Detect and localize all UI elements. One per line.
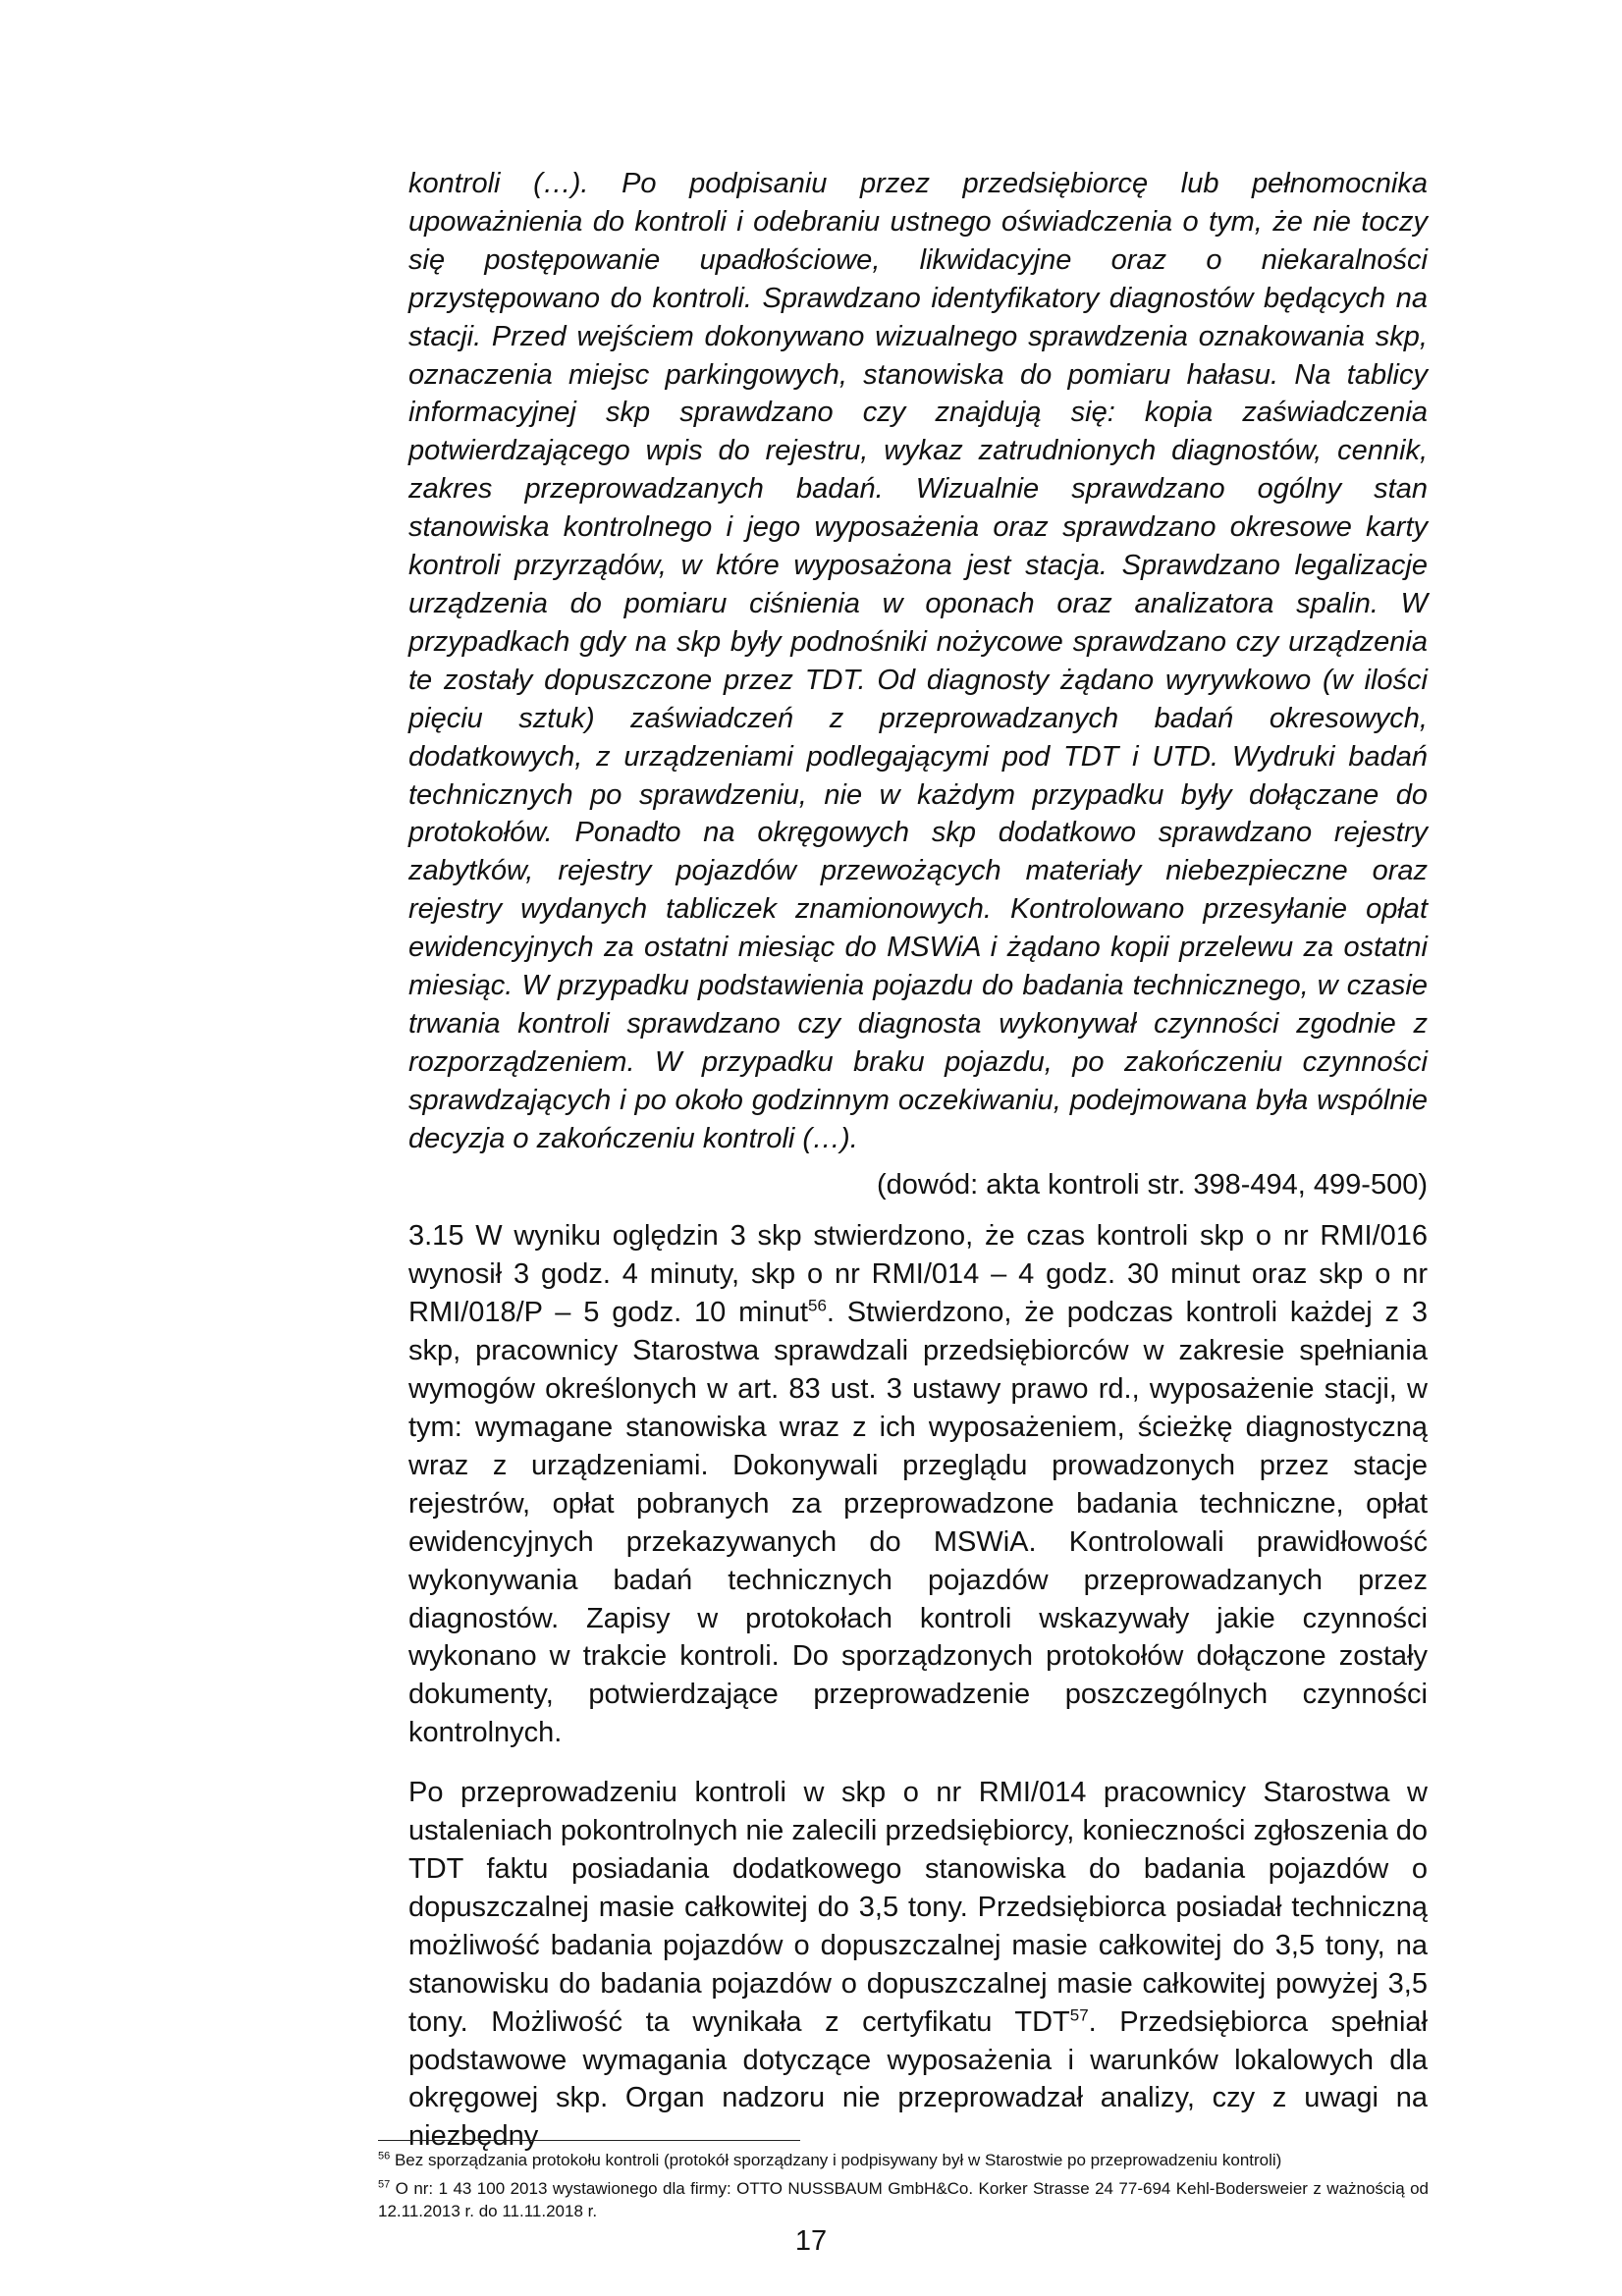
footnote-56-text: Bez sporządzania protokołu kontroli (protokół sporządzany i podpisywany był w Starostwie po przeprowadzeniu kontroli)	[390, 2151, 1282, 2169]
footnote-56	[378, 2149, 1429, 2171]
footnote-ref-57: 57	[1069, 2004, 1089, 2024]
quoted-paragraph: kontroli (…). Po podpisaniu przez przedsiębiorcę lub pełnomocnika upoważnienia do kontroli i odebraniu ustnego oświadczenia o tym, że nie toczy się postępowanie upadłościowe, likwidacyjne oraz o niekaralności przystępowano do kontroli. Sprawdzano identyfikatory diagnostów będących na stacji. Przed wejściem dokonywano wizualnego sprawdzenia oznakowania skp, oznaczenia miejsc parkingowych, stanowiska do pomiaru hałasu. Na tablicy informacyjnej skp sprawdzano czy znajdują się: kopia zaświadczenia potwierdzającego wpis do rejestru, wykaz zatrudnionych diagnostów, cennik, zakres przeprowadzanych badań. Wizualnie sprawdzano ogólny stan stanowiska kontrolnego i jego wyposażenia oraz sprawdzano okresowe karty kontroli przyrządów, w które wyposażona jest stacja. Sprawdzano legalizacje urządzenia do pomiaru ciśnienia w oponach oraz analizatora spalin. W przypadkach gdy na skp były podnośniki nożycowe sprawdzano czy urządzenia te zostały dopuszczone przez TDT. Od diagnosty żądano wyrywkowo (w ilości pięciu sztuk) zaświadczeń z przeprowadzanych badań okresowych, dodatkowych, z urządzeniami podlegającymi pod TDT i UTD. Wydruki badań technicznych po sprawdzeniu, nie w każdym przypadku były dołączane do protokołów. Ponadto na okręgowych skp dodatkowo sprawdzano rejestry zabytków, rejestry pojazdów przewożących materiały niebezpieczne oraz rejestry wydanych tabliczek znamionowych. Kontrolowano przesyłanie opłat ewidencyjnych za ostatni miesiąc do MSWiA i żądano kopii przelewu za ostatni miesiąc. W przypadku podstawienia pojazdu do badania technicznego, w czasie trwania kontroli sprawdzano czy diagnosta wykonywał czynności zgodnie z rozporządzeniem. W przypadku braku pojazdu, po zakończeniu czynności sprawdzających i po około godzinnym oczekiwaniu, podejmowana była wspólnie decyzja o zakończeniu kontroli (…).	[408, 168, 1428, 1154]
footnotes	[378, 2149, 1429, 2228]
paragraph-rmi014-text-start: Po przeprowadzeniu kontroli w skp o nr RMI/014 pracownicy Starostwa w ustaleniach pokontrolnych nie zalecili przedsiębiorcy, konieczności zgłoszenia do TDT faktu posiadania dodatkowego stanowiska do badania pojazdów o dopuszczalnej masie całkowitej do 3,5 tony. Przedsiębiorca posiadał techniczną możliwość badania pojazdów o dopuszczalnej masie całkowitej do 3,5 tony, na stanowisku do badania pojazdów o dopuszczalnej masie całkowitej powyżej 3,5 tony. Możliwość ta wynikała z certyfikatu TDT	[408, 1777, 1428, 2038]
paragraph-rmi014-text-end: . Przedsiębiorca spełniał podstawowe wymagania dotyczące wyposażenia i warunków lokalowych dla okręgowej skp. Organ nadzoru nie przeprowadzał analizy, czy z uwagi na niezbędny	[408, 2005, 1428, 2153]
footnote-57-mark: 57	[378, 2178, 391, 2191]
evidence-reference: (dowód: akta kontroli str. 398-494, 499-500)	[877, 1168, 1428, 1201]
footnote-56-mark: 56	[378, 2150, 391, 2163]
footnote-57	[378, 2177, 1429, 2222]
paragraph-rmi014	[408, 1774, 1428, 2156]
footnote-separator	[378, 2140, 800, 2141]
page-body	[408, 165, 1428, 2156]
paragraph-3-15	[408, 1217, 1428, 1752]
paragraph-3-15-text-start: 3.15 W wyniku oględzin 3 skp stwierdzono, że czas kontroli skp o nr RMI/016 wynosił 3 godz. 4 minuty, skp o nr RMI/014 – 4 godz. 30 minut oraz skp o nr RMI/018/P – 5 godz. 10 minut	[408, 1220, 1428, 1329]
page-number: 17	[794, 2225, 828, 2257]
paragraph-3-15-text-end: . Stwierdzono, że podczas kontroli każdej z 3 skp, pracownicy Starostwa sprawdzali przedsiębiorców w zakresie spełniania wymogów określonych w art. 83 ust. 3 ustawy prawo rd., wyposażenie stacji, w tym: wymagane stanowiska wraz z ich wyposażeniem, ścieżkę diagnostyczną wraz z urządzeniami. Dokonywali przeglądu prowadzonych przez stacje rejestrów, opłat pobranych za przeprowadzone badania techniczne, opłat ewidencyjnych przekazywanych do MSWiA. Kontrolowali prawidłowość wykonywania badań technicznych pojazdów przeprowadzanych przez diagnostów. Zapisy w protokołach kontroli wskazywały jakie czynności wykonano w trakcie kontroli. Do sporządzonych protokołów dołączone zostały dokumenty, potwierdzające przeprowadzenie poszczególnych czynności kontrolnych.	[408, 1297, 1429, 1749]
footnote-ref-56: 56	[808, 1296, 827, 1315]
footnote-57-text: O nr: 1 43 100 2013 wystawionego dla firmy: OTTO NUSSBAUM GmbH&Co. Korker Strasse 24 77-694 Kehl-Bodersweier z ważnością od 12.11.2013 r. do 11.11.2018 r.	[378, 2179, 1429, 2220]
